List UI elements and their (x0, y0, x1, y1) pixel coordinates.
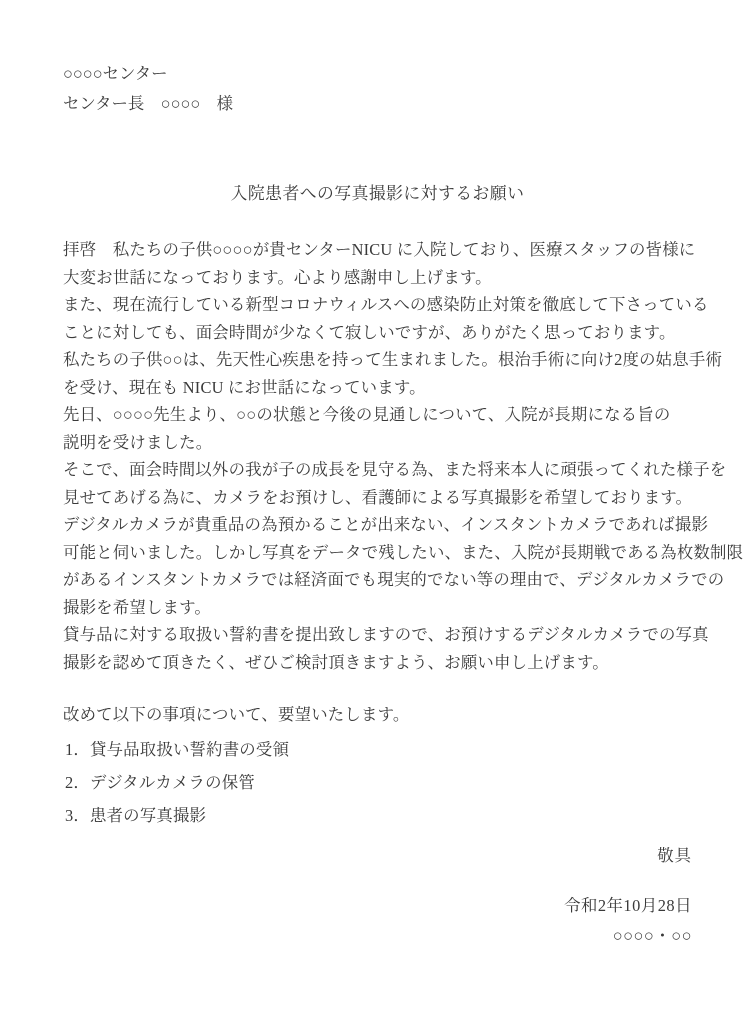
recipient-person: センター長 ○○○○ 様 (63, 94, 234, 113)
body-line: 撮影を認めて頂きたく、ぜひご検討頂きますよう、お願い申し上げます。 (63, 652, 609, 672)
date-line: 令和2年10月28日 (564, 896, 692, 915)
request-item-3: 3．患者の写真撮影 (65, 806, 207, 825)
body-line: 説明を受けました。 (63, 432, 213, 452)
body-line: また、現在流行している新型コロナウィルスへの感染防止対策を徹底して下さっている (63, 295, 709, 314)
body-line: 貸与品に対する取扱い誓約書を提出致しますので、お預けするデジタルカメラでの写真 (63, 625, 709, 644)
recipient-block (63, 60, 692, 118)
body-line: を受け、現在も NICU にお世話になっています。 (63, 377, 426, 397)
body-line: 見せてあげる為に、カメラをお預けし、看護師による写真撮影を希望しております。 (63, 487, 693, 507)
recipient-organization: ○○○○センター (63, 64, 168, 83)
body-line: 撮影を希望します。 (63, 597, 212, 617)
signature-line: ○○○○・○○ (612, 926, 692, 945)
body-line: 可能と伺いました。しかし写真をデータで残したい、また、入院が長期戦である為枚数制限 (63, 542, 744, 562)
request-items-list (63, 733, 692, 832)
document-title: 入院患者への写真撮影に対するお願い (230, 184, 525, 203)
body-line: そこで、面会時間以外の我が子の成長を見守る為、また将来本人に頑張ってくれた様子を (63, 460, 727, 479)
closing-word: 敬具 (657, 846, 692, 865)
request-item-2: 2．デジタルカメラの保管 (65, 773, 255, 792)
letter-body (63, 236, 744, 676)
request-item-1: 1．貸与品取扱い誓約書の受領 (65, 740, 290, 759)
body-line: があるインスタントカメラでは経済面でも現実的でない等の理由で、デジタルカメラでの (63, 570, 725, 589)
body-line: 大変お世話になっております。心より感謝申し上げます。 (63, 267, 492, 287)
body-line: 先日、○○○○先生より、○○の状態と今後の見通しについて、入院が長期になる旨の (63, 405, 671, 424)
request-intro: 改めて以下の事項について、要望いたします。 (63, 705, 410, 724)
body-line: 私たちの子供○○は、先天性心疾患を持って生まれました。根治手術に向け2度の姑息手術 (63, 350, 723, 369)
body-line: ことに対しても、面会時間が少なくて寂しいですが、ありがたく思っております。 (63, 322, 676, 342)
body-line: デジタルカメラが貴重品の為預かることが出来ない、インスタントカメラであれば撮影 (63, 515, 709, 534)
body-line: 拝啓 私たちの子供○○○○が貴センターNICU に入院しており、医療スタッフの皆様に (63, 240, 696, 259)
